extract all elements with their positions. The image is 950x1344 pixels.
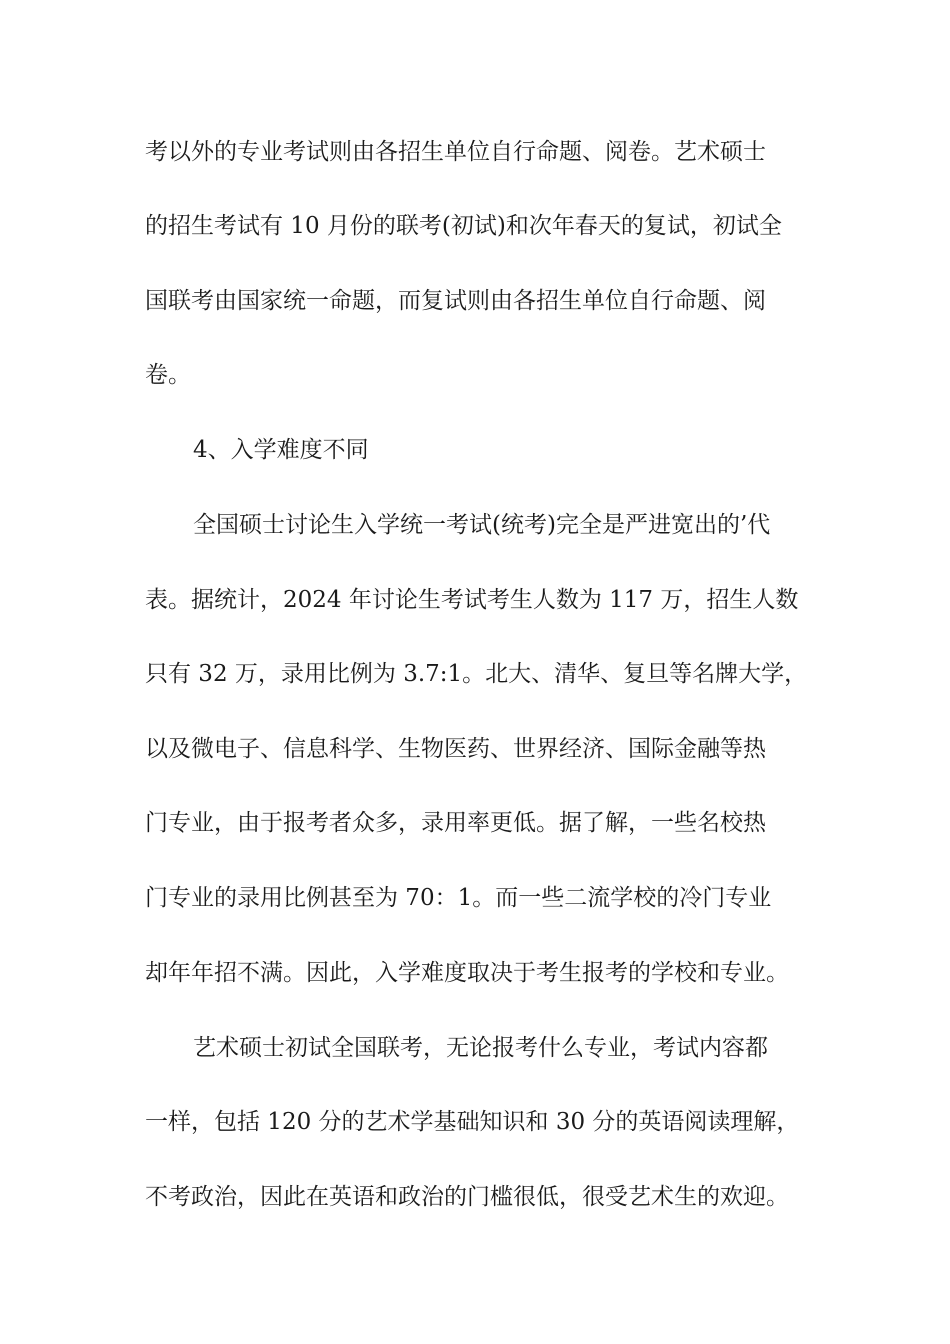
text-line: 卷。 (145, 362, 191, 388)
text-line: 艺术硕士初试全国联考，无论报考什么专业，考试内容都 (193, 1035, 768, 1061)
text-line: 却年年招不满。因此，入学难度取决于考生报考的学校和专业。 (145, 960, 789, 986)
section-heading: 4、入学难度不同 (193, 437, 369, 463)
text-line: 国联考由国家统一命题，而复试则由各招生单位自行命题、阅 (145, 288, 766, 314)
text-line: 一样，包括 120 分的艺术学基础知识和 30 分的英语阅读理解， (145, 1109, 800, 1135)
text-line: 的招生考试有 10 月份的联考(初试)和次年春天的复试，初试全 (145, 213, 782, 239)
text-line: 不考政治，因此在英语和政治的门槛很低，很受艺术生的欢迎。 (145, 1184, 789, 1210)
text-line: 只有 32 万，录用比例为 3.7:1。北大、清华、复旦等名牌大学， (145, 661, 808, 687)
text-line: 以及微电子、信息科学、生物医药、世界经济、国际金融等热 (145, 736, 766, 762)
text-line: 门专业，由于报考者众多，录用率更低。据了解，一些名校热 (145, 810, 766, 836)
text-line: 全国硕士讨论生入学统一考试(统考)完全是严进宽出的’代 (193, 512, 771, 538)
text-line: 考以外的专业考试则由各招生单位自行命题、阅卷。艺术硕士 (145, 139, 766, 165)
text-line: 表。据统计，2024 年讨论生考试考生人数为 117 万，招生人数 (145, 587, 799, 613)
text-line: 门专业的录用比例甚至为 70：1。而一些二流学校的冷门专业 (145, 885, 772, 911)
